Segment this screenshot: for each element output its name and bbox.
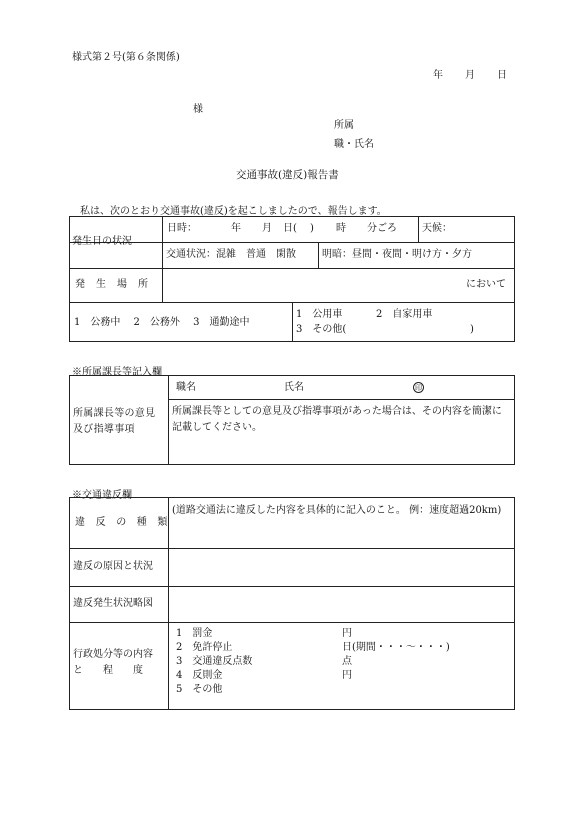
vehicle-option-other: 3 その他( bbox=[296, 324, 347, 335]
opinion-label: 所属課長等の意見及び指導事項 bbox=[73, 408, 156, 435]
violation-heading: ※交通違反欄 bbox=[72, 490, 132, 501]
penalty-unit: 日(期間・・・～・・・) bbox=[342, 642, 450, 653]
penalty-label-line1: 行政処分等の内容 bbox=[73, 649, 153, 660]
penalty-unit: 円 bbox=[342, 628, 352, 639]
datetime-paren-close: ) bbox=[310, 223, 314, 234]
brightness-status: 明暗：昼間・夜間・明け方・夕方 bbox=[322, 249, 472, 260]
occurrence-label: 発生日の状況 bbox=[72, 236, 132, 247]
penalty-item: 5 その他 bbox=[176, 684, 223, 695]
traffic-status: 交通状況：混雑 普通 閑散 bbox=[166, 249, 296, 260]
penalty-item: 3 交通違反点数 bbox=[176, 656, 253, 667]
location-suffix: において bbox=[466, 279, 506, 290]
vehicle-option-other-close: ) bbox=[470, 324, 474, 335]
datetime-hour: 時 bbox=[336, 223, 346, 234]
date-day-label: 日 bbox=[497, 70, 507, 81]
intro-text: 私は、次のとおり交通事故(違反)を起こしましたので、報告します。 bbox=[80, 206, 387, 217]
chief-name-label: 氏名 bbox=[284, 382, 304, 393]
penalty-label-line2: と 程 度 bbox=[73, 665, 143, 676]
position-name-label: 職・氏名 bbox=[334, 139, 374, 150]
vehicle-option-official: 1 公用車 bbox=[296, 309, 343, 320]
chief-position-label: 職名 bbox=[176, 382, 196, 393]
violation-cause-label: 違反の原因と状況 bbox=[73, 561, 153, 572]
penalty-unit: 円 bbox=[342, 670, 352, 681]
violation-type-instruction: (道路交通法に違反した内容を具体的に記入のこと。 例：速度超過20km) bbox=[172, 505, 502, 516]
affiliation-label: 所属 bbox=[334, 120, 354, 131]
location-label: 発 生 場 所 bbox=[75, 279, 149, 290]
violation-diagram-label: 違反発生状況略図 bbox=[73, 598, 153, 609]
weather-label: 天候： bbox=[422, 223, 452, 234]
datetime-minute: 分ごろ bbox=[367, 223, 397, 234]
datetime-month: 月 bbox=[262, 223, 272, 234]
penalty-unit: 点 bbox=[342, 656, 352, 667]
penalty-item: 1 罰金 bbox=[176, 628, 213, 639]
opinion-instruction: 所属課長等としての意見及び指導事項があった場合は、その内容を簡潔に記載してください。 bbox=[172, 406, 502, 433]
duty-options: 1 公務中 2 公務外 3 通勤途中 bbox=[74, 317, 250, 328]
datetime-year: 年 bbox=[231, 223, 241, 234]
datetime-day: 日( bbox=[283, 223, 297, 234]
addressee-suffix: 様 bbox=[193, 104, 203, 115]
date-month-label: 月 bbox=[465, 70, 475, 81]
penalty-item: 4 反則金 bbox=[176, 670, 223, 681]
datetime-label: 日時： bbox=[167, 223, 197, 234]
document-title: 交通事故(違反)報告書 bbox=[236, 169, 339, 181]
date-year-label: 年 bbox=[433, 70, 443, 81]
section-chief-heading: ※所属課長等記入欄 bbox=[72, 367, 162, 378]
seal-mark: 印 bbox=[415, 384, 422, 392]
violation-type-label: 違 反 の 種 類 bbox=[75, 517, 168, 528]
vehicle-option-private: 2 自家用車 bbox=[376, 309, 433, 320]
penalty-item: 2 免許停止 bbox=[176, 642, 233, 653]
form-number: 様式第２号(第６条関係) bbox=[72, 52, 180, 63]
